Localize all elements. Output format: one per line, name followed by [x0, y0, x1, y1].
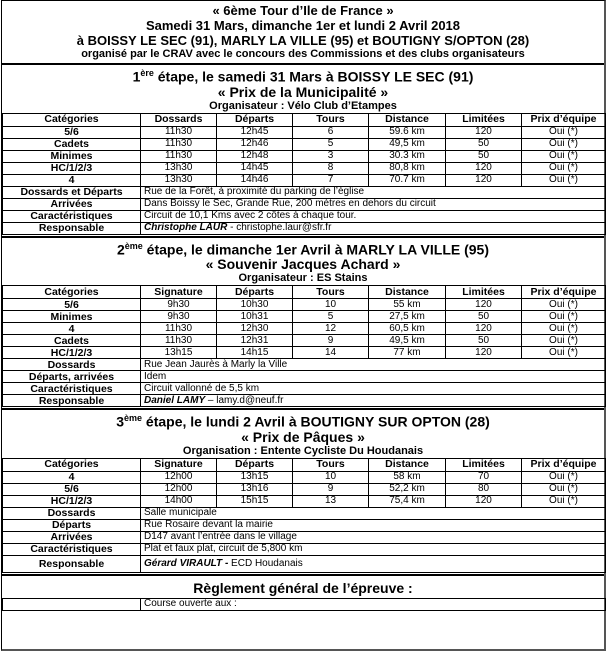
table-cell: 120	[446, 162, 522, 174]
table-cell: 9h30	[141, 311, 217, 323]
stage-1-prize: « Prix de la Municipalité »	[217, 83, 389, 100]
table-cell: 27,5 km	[369, 311, 446, 323]
table-cell: 12	[293, 323, 369, 335]
table-cell: 7	[293, 174, 369, 186]
table-cell: 10	[293, 299, 369, 311]
responsible-row	[3, 555, 606, 572]
table-cell: 120	[446, 347, 522, 359]
table-row	[3, 138, 606, 150]
table-row	[3, 162, 606, 174]
info-row	[3, 519, 606, 531]
table-cell: Oui (*)	[522, 483, 606, 495]
info-row	[3, 359, 606, 371]
table-cell: 13h30	[141, 174, 217, 186]
responsible-row	[3, 222, 606, 234]
info-label: Caractéristiques	[3, 543, 141, 555]
responsible-contact: – lamy.d@neuf.fr	[205, 394, 284, 406]
col-header: Distance	[369, 286, 446, 299]
responsible-contact: - christophe.laur@sfr.fr	[227, 222, 332, 234]
info-label: Dossards	[3, 507, 141, 519]
category-cell: 5/6	[3, 126, 141, 138]
category-cell: Minimes	[3, 311, 141, 323]
table-cell: 10h30	[217, 299, 293, 311]
table-cell: 14h15	[217, 347, 293, 359]
responsible-label: Responsable	[3, 222, 141, 234]
responsible-label: Responsable	[3, 555, 141, 572]
table-cell: 9h30	[141, 299, 217, 311]
table-cell: 55 km	[369, 299, 446, 311]
stage-3-table	[2, 458, 606, 573]
table-cell: 12h30	[217, 323, 293, 335]
col-header: Limitées	[446, 113, 522, 126]
table-row	[3, 299, 606, 311]
col-header: Catégories	[3, 458, 141, 471]
table-cell: 14h46	[217, 174, 293, 186]
table-cell: 52,2 km	[369, 483, 446, 495]
table-cell: 12h00	[141, 471, 217, 483]
col-header: Catégories	[3, 113, 141, 126]
table-cell: 14h45	[217, 162, 293, 174]
table-cell: 50	[446, 335, 522, 347]
info-value: Rue Jean Jaurès à Marly la Ville	[141, 359, 606, 371]
table-cell	[3, 598, 141, 610]
stage-2-prize: « Souvenir Jacques Achard »	[205, 256, 401, 273]
info-row	[3, 186, 606, 198]
rules-table	[2, 598, 606, 611]
info-row	[3, 543, 606, 555]
header-locations: à BOISSY LE SEC (91), MARLY LA VILLE (95) et BOUTIGNY S/OPTON (28)	[76, 33, 530, 48]
info-value: Rue Rosaire devant la mairie	[141, 519, 606, 531]
header-dates: Samedi 31 Mars, dimanche 1er et lundi 2 Avril 2018	[145, 18, 461, 33]
info-value: Idem	[141, 371, 606, 383]
table-cell: 15h15	[217, 495, 293, 507]
table-cell: 11h30	[141, 150, 217, 162]
table-cell: 13h15	[217, 471, 293, 483]
table-row	[3, 347, 606, 359]
info-row	[3, 507, 606, 519]
category-cell: 5/6	[3, 483, 141, 495]
table-cell: 58 km	[369, 471, 446, 483]
info-label: Dossards	[3, 359, 141, 371]
category-cell: 4	[3, 174, 141, 186]
table-cell: 49,5 km	[369, 138, 446, 150]
table-row	[3, 598, 606, 610]
table-cell: 10h31	[217, 311, 293, 323]
responsible-value	[141, 395, 606, 407]
info-value: Salle municipale	[141, 507, 606, 519]
table-cell: 77 km	[369, 347, 446, 359]
table-cell: 30.3 km	[369, 150, 446, 162]
responsible-value	[141, 222, 606, 234]
stage-3-section	[2, 408, 604, 573]
responsible-contact: ECD Houdanais	[228, 557, 303, 569]
table-cell: 6	[293, 126, 369, 138]
info-row	[3, 371, 606, 383]
table-cell: Oui (*)	[522, 335, 606, 347]
col-header: Départs	[217, 458, 293, 471]
stage-2-section	[2, 236, 604, 408]
info-value: D147 avant l’entrée dans le village	[141, 531, 606, 543]
table-cell: 120	[446, 126, 522, 138]
table-cell: 12h48	[217, 150, 293, 162]
table-row	[3, 471, 606, 483]
info-value: Plat et faux plat, circuit de 5,800 km	[141, 543, 606, 555]
category-cell: Cadets	[3, 335, 141, 347]
category-cell: 4	[3, 323, 141, 335]
header-event-title: « 6ème Tour d’Ile de France »	[212, 3, 394, 18]
stage-2-organizer: Organisateur : ES Stains	[238, 272, 368, 285]
category-cell: HC/1/2/3	[3, 162, 141, 174]
info-row	[3, 210, 606, 222]
col-header: Départs	[217, 113, 293, 126]
col-header: Prix d’équipe	[522, 113, 606, 126]
info-label: Départs	[3, 519, 141, 531]
info-value: Dans Boissy le Sec, Grande Rue, 200 mètres en dehors du circuit	[141, 198, 606, 210]
table-cell: 9	[293, 483, 369, 495]
info-label: Départs, arrivées	[3, 371, 141, 383]
table-row	[3, 150, 606, 162]
col-header: Tours	[293, 286, 369, 299]
info-label: Caractéristiques	[3, 383, 141, 395]
table-cell: 120	[446, 323, 522, 335]
table-row	[3, 495, 606, 507]
table-cell: 8	[293, 162, 369, 174]
table-cell: Oui (*)	[522, 162, 606, 174]
header-organizer: organisé par le CRAV avec le concours des Commissions et des clubs organisateurs	[81, 48, 525, 60]
responsible-name: Gérard VIRAULT -	[144, 557, 229, 569]
info-label: Arrivées	[3, 531, 141, 543]
category-cell: Cadets	[3, 138, 141, 150]
table-cell: 14	[293, 347, 369, 359]
table-cell: 13h30	[141, 162, 217, 174]
col-header: Départs	[217, 286, 293, 299]
col-header: Signature	[141, 286, 217, 299]
table-cell: Oui (*)	[522, 299, 606, 311]
table-cell: 80,8 km	[369, 162, 446, 174]
responsible-row	[3, 395, 606, 407]
rules-line: Course ouverte aux :	[141, 598, 606, 610]
table-cell: 12h46	[217, 138, 293, 150]
stage-3-organizer: Organisation : Entente Cycliste Du Houdanais	[182, 444, 424, 457]
table-cell: 11h30	[141, 335, 217, 347]
col-header: Distance	[369, 113, 446, 126]
table-cell: 49,5 km	[369, 335, 446, 347]
info-label: Arrivées	[3, 198, 141, 210]
table-cell: Oui (*)	[522, 311, 606, 323]
table-row	[3, 174, 606, 186]
table-cell: 50	[446, 138, 522, 150]
col-header: Dossards	[141, 113, 217, 126]
rules-section	[2, 574, 604, 611]
table-cell: Oui (*)	[522, 495, 606, 507]
stage-1-section	[2, 63, 604, 235]
table-cell: Oui (*)	[522, 471, 606, 483]
table-cell: 5	[293, 311, 369, 323]
table-header-row	[3, 286, 606, 299]
info-value: Circuit vallonné de 5,5 km	[141, 383, 606, 395]
rules-title: Règlement général de l’épreuve :	[193, 579, 413, 596]
table-cell: 75,4 km	[369, 495, 446, 507]
info-label: Dossards et Départs	[3, 186, 141, 198]
table-cell: Oui (*)	[522, 150, 606, 162]
table-cell: 80	[446, 483, 522, 495]
col-header: Signature	[141, 458, 217, 471]
info-row	[3, 383, 606, 395]
table-cell: 120	[446, 495, 522, 507]
document-page	[1, 0, 606, 651]
table-header-row	[3, 458, 606, 471]
table-cell: 10	[293, 471, 369, 483]
table-cell: 11h30	[141, 126, 217, 138]
info-label: Caractéristiques	[3, 210, 141, 222]
stage-1-organizer: Organisateur : Vélo Club d’Etampes	[209, 99, 397, 112]
col-header: Distance	[369, 458, 446, 471]
col-header: Prix d’équipe	[522, 458, 606, 471]
table-cell: 13h15	[141, 347, 217, 359]
table-cell: 9	[293, 335, 369, 347]
table-row	[3, 311, 606, 323]
table-cell: 50	[446, 311, 522, 323]
table-cell: 12h45	[217, 126, 293, 138]
info-value: Circuit de 10,1 Kms avec 2 côtes à chaque tour.	[141, 210, 606, 222]
table-cell: 14h00	[141, 495, 217, 507]
table-cell: 120	[446, 174, 522, 186]
col-header: Tours	[293, 113, 369, 126]
stage-1-table	[2, 113, 606, 235]
stage-3-title: 3ème étape, le lundi 2 Avril à BOUTIGNY SUR OPTON (28)	[116, 413, 490, 430]
responsible-label: Responsable	[3, 395, 141, 407]
info-value: Rue de la Forêt, à proximité du parking de l’église	[141, 186, 606, 198]
responsible-name: Christophe LAUR	[144, 222, 228, 234]
table-cell: 60,5 km	[369, 323, 446, 335]
table-cell: Oui (*)	[522, 138, 606, 150]
category-cell: 4	[3, 471, 141, 483]
col-header: Prix d’équipe	[522, 286, 606, 299]
table-cell: 3	[293, 150, 369, 162]
table-cell: 12h00	[141, 483, 217, 495]
category-cell: Minimes	[3, 150, 141, 162]
table-cell: 13	[293, 495, 369, 507]
category-cell: HC/1/2/3	[3, 347, 141, 359]
stage-1-title: 1ère étape, le samedi 31 Mars à BOISSY LE SEC (91)	[132, 68, 474, 85]
col-header: Limitées	[446, 286, 522, 299]
responsible-name: Daniel LAMY	[144, 394, 206, 406]
col-header: Catégories	[3, 286, 141, 299]
table-cell: 11h30	[141, 323, 217, 335]
table-cell: 120	[446, 299, 522, 311]
table-cell: 70	[446, 471, 522, 483]
table-cell: 11h30	[141, 138, 217, 150]
table-cell: Oui (*)	[522, 126, 606, 138]
info-row	[3, 198, 606, 210]
stage-2-table	[2, 285, 606, 407]
table-cell: 12h31	[217, 335, 293, 347]
table-cell: 5	[293, 138, 369, 150]
col-header: Tours	[293, 458, 369, 471]
table-row	[3, 323, 606, 335]
responsible-value	[141, 555, 606, 572]
stage-2-title: 2ème étape, le dimanche 1er Avril à MARLY LA VILLE (95)	[116, 240, 490, 258]
table-row	[3, 126, 606, 138]
table-cell: 70.7 km	[369, 174, 446, 186]
table-cell: 13h16	[217, 483, 293, 495]
main-header	[2, 1, 604, 61]
table-cell: 59.6 km	[369, 126, 446, 138]
category-cell: HC/1/2/3	[3, 495, 141, 507]
info-row	[3, 531, 606, 543]
table-cell: Oui (*)	[522, 347, 606, 359]
table-row	[3, 483, 606, 495]
table-cell: 50	[446, 150, 522, 162]
table-row	[3, 335, 606, 347]
table-header-row	[3, 113, 606, 126]
category-cell: 5/6	[3, 299, 141, 311]
table-cell: Oui (*)	[522, 323, 606, 335]
table-cell: Oui (*)	[522, 174, 606, 186]
col-header: Limitées	[446, 458, 522, 471]
stage-3-prize: « Prix de Pâques »	[241, 428, 365, 445]
